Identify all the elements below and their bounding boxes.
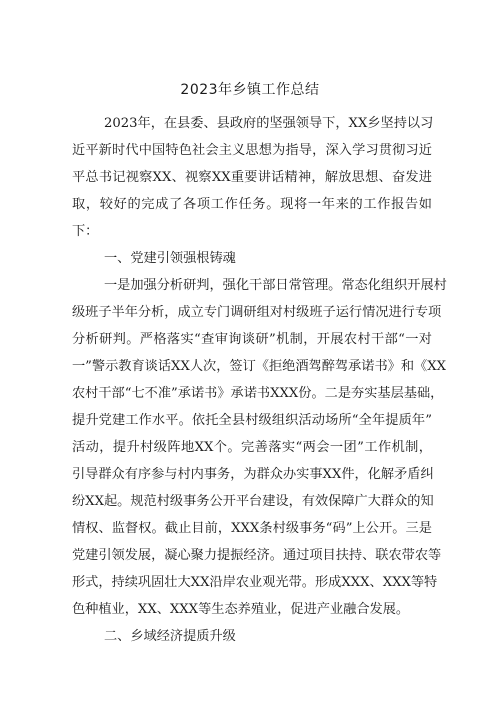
body-line: 色种植业，XX、XXX等生态养殖业，促进产业融合发展。: [72, 602, 410, 617]
body-line: 一”警示教育谈话XX人次，签订《拒绝酒驾醉驾承诺书》和《XX: [72, 359, 446, 374]
intro-line: 2023年，在县委、县政府的坚强领导下，XX乡坚持以习: [104, 116, 434, 131]
body-line: 活动，提升村级阵地XX个。完善落实“两会一团”工作机制，: [72, 440, 432, 455]
intro-line: 平总书记视察XX、视察XX重要讲话精神，解放思想、奋发进: [72, 170, 432, 185]
body-line: 党建引领发展，凝心聚力提振经济。通过项目扶持、联农带农等: [72, 548, 442, 563]
body-line: 情权、监督权。截止目前，XXX条村级事务“码”上公开。三是: [72, 521, 432, 536]
document-title: 2023年乡镇工作总结: [180, 82, 320, 98]
body-line: 分析研判。严格落实“查审询谈研”机制，开展农村干部“一对: [72, 332, 432, 347]
intro-line: 下：: [72, 224, 99, 239]
section-heading-1: 一、党建引领强根铸魂: [104, 251, 236, 266]
body-line: 提升党建工作水平。依托全县村级组织活动场所“全年提质年”: [72, 413, 432, 428]
intro-line: 近平新时代中国特色社会主义思想为指导，深入学习贯彻习近: [72, 143, 432, 158]
body-line: 形式，持续巩固壮大XX沿岸农业观光带。形成XXX、XXX等特: [72, 575, 438, 590]
body-line: 农村干部“七不准”承诺书》承诺书XXX份。二是夯实基层基础，: [72, 386, 444, 401]
intro-line: 取，较好的完成了各项工作任务。现将一年来的工作报告如: [72, 197, 432, 212]
body-line: 引导群众有序参与村内事务，为群众办实事XX件，化解矛盾纠: [72, 467, 434, 482]
body-line: 级班子半年分析，成立专门调研组对村级班子运行情况进行专项: [72, 305, 442, 320]
body-line: 纷XX起。规范村级事务公开平台建设，有效保障广大群众的知: [72, 494, 434, 509]
body-line: 一是加强分析研判，强化干部日常管理。常态化组织开展村: [104, 278, 447, 293]
section-heading-2: 二、乡域经济提质升级: [104, 629, 236, 644]
